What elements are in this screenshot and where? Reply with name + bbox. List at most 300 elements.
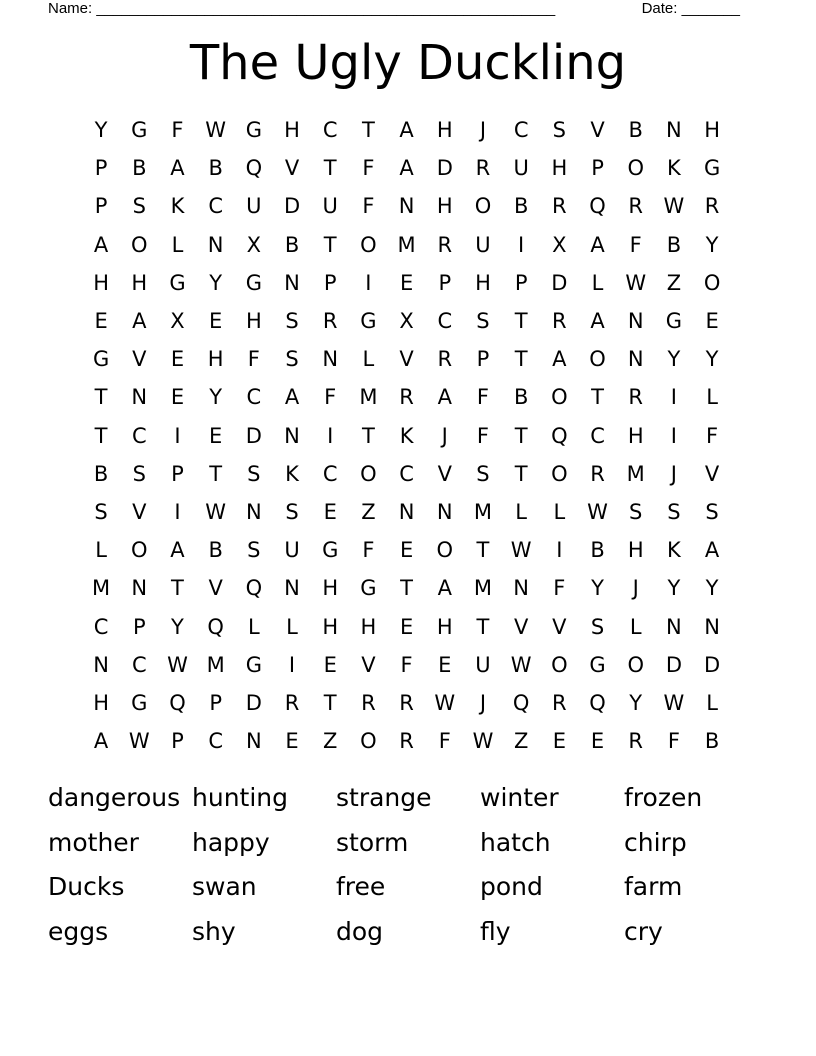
grid-letter[interactable]: T (400, 576, 413, 601)
grid-letter[interactable]: W (205, 118, 227, 143)
grid-letter[interactable]: S (285, 499, 299, 524)
grid-letter[interactable]: S (476, 461, 490, 486)
grid-letter[interactable]: C (437, 309, 453, 334)
grid-letter[interactable]: O (589, 347, 606, 372)
grid-letter[interactable]: E (209, 309, 223, 334)
grid-letter[interactable]: T (323, 156, 337, 181)
grid-letter[interactable]: T (514, 461, 528, 486)
grid-letter[interactable]: M (626, 461, 645, 486)
grid-letter[interactable]: A (552, 347, 567, 372)
grid-letter[interactable]: Q (589, 690, 606, 715)
grid-letter[interactable]: R (361, 690, 376, 715)
grid-letter[interactable]: C (208, 194, 223, 219)
grid-letter[interactable]: F (667, 729, 680, 754)
grid-letter[interactable]: S (629, 499, 643, 524)
grid-letter[interactable]: R (628, 194, 644, 219)
grid-letter[interactable]: K (667, 156, 681, 181)
grid-letter[interactable]: Y (209, 385, 223, 410)
grid-letter[interactable]: U (475, 232, 491, 257)
grid-letter[interactable]: P (591, 156, 604, 181)
grid-letter[interactable]: Z (361, 499, 376, 524)
grid-letter[interactable]: B (666, 232, 682, 257)
grid-letter[interactable]: Q (551, 423, 568, 448)
grid-letter[interactable]: F (476, 423, 490, 448)
grid-letter[interactable]: Y (94, 118, 108, 143)
grid-letter[interactable]: W (472, 729, 494, 754)
grid-letter[interactable]: L (706, 385, 718, 410)
grid-letter[interactable]: Q (245, 576, 263, 601)
grid-letter[interactable]: I (365, 270, 372, 295)
grid-letter[interactable]: O (474, 194, 492, 219)
grid-letter[interactable]: C (131, 423, 147, 448)
grid-letter[interactable]: P (438, 270, 452, 295)
grid-letter[interactable]: H (93, 690, 109, 715)
grid-letter[interactable]: O (360, 729, 377, 754)
grid-letter[interactable]: N (436, 499, 453, 524)
grid-letter[interactable]: B (590, 538, 605, 563)
grid-letter[interactable]: N (666, 614, 682, 639)
grid-letter[interactable]: U (284, 538, 300, 563)
grid-letter[interactable]: A (170, 156, 185, 181)
grid-letter[interactable]: W (205, 499, 227, 524)
grid-letter[interactable]: D (665, 652, 682, 677)
grid-letter[interactable]: W (663, 690, 685, 715)
grid-letter[interactable]: Y (667, 347, 681, 372)
grid-letter[interactable]: B (93, 461, 109, 486)
grid-letter[interactable]: D (551, 270, 568, 295)
grid-letter[interactable]: K (285, 461, 299, 486)
grid-letter[interactable]: R (704, 194, 720, 219)
grid-letter[interactable]: D (436, 156, 453, 181)
grid-letter[interactable]: X (552, 232, 567, 257)
grid-letter[interactable]: I (174, 499, 181, 524)
grid-letter[interactable]: T (476, 614, 490, 639)
grid-letter[interactable]: I (288, 652, 296, 677)
grid-letter[interactable]: B (284, 232, 300, 257)
grid-letter[interactable]: G (245, 652, 262, 677)
grid-letter[interactable]: O (627, 652, 644, 677)
grid-letter[interactable]: D (245, 690, 262, 715)
grid-letter[interactable]: I (518, 232, 525, 257)
grid-letter[interactable]: E (170, 385, 185, 410)
grid-letter[interactable]: Z (666, 270, 682, 295)
grid-letter[interactable]: V (399, 347, 414, 372)
grid-letter[interactable]: O (360, 232, 377, 257)
grid-letter[interactable]: A (437, 385, 452, 410)
grid-letter[interactable]: M (359, 385, 378, 410)
grid-letter[interactable]: Q (245, 156, 263, 181)
grid-letter[interactable]: G (131, 690, 148, 715)
grid-letter[interactable]: J (441, 423, 448, 448)
grid-letter[interactable]: L (171, 232, 184, 257)
grid-letter[interactable]: W (510, 538, 532, 563)
grid-letter[interactable]: E (170, 347, 185, 372)
grid-letter[interactable]: H (360, 614, 377, 639)
grid-letter[interactable]: E (399, 270, 414, 295)
grid-letter[interactable]: F (362, 194, 375, 219)
grid-letter[interactable]: F (706, 423, 719, 448)
grid-letter[interactable]: N (245, 729, 262, 754)
grid-letter[interactable]: W (434, 690, 456, 715)
grid-letter[interactable]: J (632, 576, 639, 601)
grid-letter[interactable]: O (436, 538, 454, 563)
grid-letter[interactable]: W (128, 729, 150, 754)
grid-letter[interactable]: K (399, 423, 414, 448)
grid-letter[interactable]: O (551, 461, 568, 486)
grid-letter[interactable]: H (322, 576, 339, 601)
grid-letter[interactable]: S (285, 347, 299, 372)
grid-letter[interactable]: S (132, 194, 146, 219)
grid-letter[interactable]: O (131, 538, 148, 563)
grid-letter[interactable]: H (627, 538, 644, 563)
grid-letter[interactable]: V (437, 461, 452, 486)
grid-letter[interactable]: X (399, 309, 414, 334)
grid-letter[interactable]: W (167, 652, 188, 677)
grid-letter[interactable]: Y (209, 270, 223, 295)
grid-letter[interactable]: D (283, 194, 301, 219)
grid-letter[interactable]: M (473, 499, 493, 524)
grid-letter[interactable]: B (513, 385, 529, 410)
grid-letter[interactable]: E (399, 538, 414, 563)
grid-letter[interactable]: R (475, 156, 491, 181)
grid-letter[interactable]: G (360, 309, 377, 334)
word-list-item: Ducks (48, 872, 125, 902)
grid-letter[interactable]: T (209, 461, 223, 486)
grid-letter[interactable]: E (323, 652, 337, 677)
grid-letter[interactable]: B (704, 729, 720, 754)
grid-letter[interactable]: G (169, 270, 186, 295)
grid-letter[interactable]: D (245, 423, 262, 448)
grid-letter[interactable]: Y (171, 614, 184, 639)
grid-letter[interactable]: C (322, 461, 338, 486)
grid-letter[interactable]: R (399, 729, 414, 754)
grid-letter[interactable]: Q (207, 614, 224, 639)
grid-letter[interactable]: H (207, 347, 224, 372)
grid-letter[interactable]: E (285, 729, 299, 754)
grid-letter[interactable]: T (361, 118, 375, 143)
grid-letter[interactable]: N (131, 385, 148, 410)
grid-letter[interactable]: G (589, 652, 606, 677)
grid-letter[interactable]: M (473, 576, 493, 601)
grid-letter[interactable]: T (323, 232, 337, 257)
grid-letter[interactable]: U (513, 156, 529, 181)
grid-letter[interactable]: C (399, 461, 414, 486)
grid-letter[interactable]: R (552, 194, 567, 219)
grid-letter[interactable]: S (667, 499, 681, 524)
grid-letter[interactable]: Z (513, 729, 529, 754)
grid-letter[interactable]: S (476, 309, 490, 334)
grid-letter[interactable]: S (285, 309, 299, 334)
grid-letter[interactable]: L (629, 614, 642, 639)
grid-letter[interactable]: A (590, 232, 605, 257)
grid-letter[interactable]: V (361, 652, 376, 677)
grid-letter[interactable]: V (208, 576, 223, 601)
grid-letter[interactable]: E (438, 652, 452, 677)
grid-letter[interactable]: X (246, 232, 262, 257)
grid-letter[interactable]: I (670, 385, 677, 410)
grid-letter[interactable]: D (704, 652, 721, 677)
grid-letter[interactable]: S (132, 461, 146, 486)
grid-letter[interactable]: H (93, 270, 109, 295)
letter-grid (82, 111, 731, 760)
grid-letter[interactable]: O (551, 385, 568, 410)
grid-letter[interactable]: N (627, 347, 644, 372)
grid-letter[interactable]: S (94, 499, 108, 524)
grid-letter[interactable]: G (131, 118, 148, 143)
grid-letter[interactable]: N (245, 499, 262, 524)
grid-letter[interactable]: E (590, 729, 605, 754)
grid-letter[interactable]: H (475, 270, 491, 295)
grid-letter[interactable]: G (92, 347, 110, 372)
grid-letter[interactable]: P (514, 270, 528, 295)
grid-letter[interactable]: L (247, 614, 260, 639)
grid-letter[interactable]: E (399, 614, 414, 639)
grid-letter[interactable]: A (93, 729, 109, 754)
grid-letter[interactable]: V (552, 614, 567, 639)
grid-letter[interactable]: G (245, 270, 262, 295)
grid-letter[interactable]: C (131, 652, 147, 677)
grid-letter[interactable]: F (629, 232, 642, 257)
grid-letter[interactable]: T (323, 690, 337, 715)
grid-letter[interactable]: T (514, 347, 528, 372)
grid-letter[interactable]: Q (512, 690, 530, 715)
grid-letter[interactable]: W (587, 499, 608, 524)
grid-letter[interactable]: V (132, 347, 147, 372)
grid-letter[interactable]: R (437, 347, 453, 372)
grid-letter[interactable]: Y (705, 576, 719, 601)
grid-letter[interactable]: N (284, 423, 300, 448)
grid-letter[interactable]: N (284, 576, 300, 601)
grid-letter[interactable]: U (322, 194, 338, 219)
grid-letter[interactable]: A (170, 538, 185, 563)
grid-letter[interactable]: A (93, 232, 109, 257)
grid-letter[interactable]: R (399, 690, 414, 715)
grid-letter[interactable]: W (663, 194, 685, 219)
grid-letter[interactable]: O (703, 270, 721, 295)
grid-letter[interactable]: A (399, 156, 414, 181)
grid-letter[interactable]: B (628, 118, 643, 143)
grid-letter[interactable]: A (704, 538, 720, 563)
grid-letter[interactable]: L (95, 538, 107, 563)
grid-letter[interactable]: E (323, 499, 337, 524)
grid-letter[interactable]: F (362, 156, 375, 181)
word-list-item: strange (336, 783, 432, 812)
grid-letter[interactable]: V (284, 156, 300, 181)
grid-letter[interactable]: H (284, 118, 300, 143)
grid-letter[interactable]: H (131, 270, 148, 295)
grid-letter[interactable]: C (513, 118, 529, 143)
grid-letter[interactable]: U (475, 652, 491, 677)
grid-letter[interactable]: H (436, 614, 453, 639)
grid-letter[interactable]: W (625, 270, 647, 295)
grid-letter[interactable]: R (284, 690, 300, 715)
word-list-item: eggs (48, 917, 109, 947)
grid-letter[interactable]: G (703, 156, 721, 181)
grid-letter[interactable]: N (398, 194, 415, 219)
grid-letter[interactable]: P (94, 156, 108, 181)
grid-letter[interactable]: H (245, 309, 262, 334)
grid-letter[interactable]: M (397, 232, 416, 257)
grid-letter[interactable]: A (284, 385, 300, 410)
grid-letter[interactable]: H (322, 614, 339, 639)
grid-letter[interactable]: R (322, 309, 338, 334)
grid-letter[interactable]: V (132, 499, 147, 524)
grid-letter[interactable]: S (705, 499, 719, 524)
date-field[interactable]: Date: _______ (641, 0, 740, 17)
grid-letter[interactable]: F (553, 576, 566, 601)
grid-letter[interactable]: Y (591, 576, 604, 601)
word-list-item: fly (480, 917, 511, 947)
word-list-item: winter (480, 783, 559, 812)
grid-letter[interactable]: S (552, 118, 567, 143)
grid-letter[interactable]: P (171, 461, 184, 486)
grid-letter[interactable]: G (245, 118, 262, 143)
grid-letter[interactable]: F (476, 385, 490, 410)
grid-letter[interactable]: N (398, 499, 415, 524)
grid-letter[interactable]: B (132, 156, 147, 181)
grid-letter[interactable]: T (514, 309, 528, 334)
grid-letter[interactable]: Y (705, 347, 719, 372)
grid-letter[interactable]: L (362, 347, 375, 372)
grid-letter[interactable]: T (94, 385, 108, 410)
grid-letter[interactable]: F (171, 118, 184, 143)
grid-letter[interactable]: N (207, 232, 224, 257)
grid-letter[interactable]: R (552, 690, 567, 715)
grid-letter[interactable]: L (591, 270, 604, 295)
grid-letter[interactable]: L (553, 499, 566, 524)
grid-letter[interactable]: R (590, 461, 605, 486)
grid-letter[interactable]: F (400, 652, 413, 677)
grid-letter[interactable]: T (94, 423, 108, 448)
word-list-item: swan (192, 872, 257, 902)
grid-letter[interactable]: L (706, 690, 718, 715)
grid-letter[interactable]: G (322, 538, 339, 563)
grid-letter[interactable]: I (556, 538, 563, 563)
grid-letter[interactable]: J (479, 118, 487, 143)
grid-letter[interactable]: N (322, 347, 339, 372)
header-line (48, 0, 740, 18)
grid-letter[interactable]: Y (705, 232, 719, 257)
grid-letter[interactable]: B (513, 194, 529, 219)
grid-letter[interactable]: M (92, 576, 111, 601)
grid-letter[interactable]: H (436, 118, 453, 143)
grid-letter[interactable]: A (590, 309, 605, 334)
grid-letter[interactable]: C (93, 614, 109, 639)
grid-letter[interactable]: E (552, 729, 566, 754)
grid-letter[interactable]: N (131, 576, 148, 601)
grid-letter[interactable]: G (665, 309, 683, 334)
grid-letter[interactable]: B (208, 538, 223, 563)
grid-letter[interactable]: T (361, 423, 375, 448)
grid-letter[interactable]: E (94, 309, 108, 334)
grid-letter[interactable]: S (590, 614, 605, 639)
grid-letter[interactable]: A (399, 118, 414, 143)
grid-letter[interactable]: R (399, 385, 414, 410)
word-list-item: happy (192, 827, 270, 857)
grid-letter[interactable]: R (552, 309, 567, 334)
grid-letter[interactable]: C (208, 729, 223, 754)
grid-letter[interactable]: H (704, 118, 720, 143)
grid-letter[interactable]: R (628, 729, 644, 754)
grid-letter[interactable]: R (628, 385, 644, 410)
grid-letter[interactable]: G (360, 576, 377, 601)
grid-letter[interactable]: A (437, 576, 452, 601)
grid-letter[interactable]: S (247, 538, 261, 563)
grid-letter[interactable]: S (247, 461, 261, 486)
grid-letter[interactable]: N (704, 614, 720, 639)
grid-letter[interactable]: H (551, 156, 568, 181)
grid-letter[interactable]: T (171, 576, 184, 601)
grid-letter[interactable]: Z (323, 729, 338, 754)
grid-letter[interactable]: H (627, 423, 644, 448)
grid-letter[interactable]: V (590, 118, 605, 143)
grid-letter[interactable]: X (170, 309, 185, 334)
grid-letter[interactable]: R (437, 232, 453, 257)
grid-letter[interactable]: V (513, 614, 529, 639)
grid-letter[interactable]: E (209, 423, 223, 448)
grid-letter[interactable]: A (132, 309, 147, 334)
grid-letter[interactable]: F (438, 729, 451, 754)
grid-letter[interactable]: J (670, 461, 677, 486)
grid-letter[interactable]: F (362, 538, 375, 563)
grid-letter[interactable]: V (704, 461, 720, 486)
grid-letter[interactable]: O (131, 232, 148, 257)
grid-letter[interactable]: O (627, 156, 644, 181)
grid-letter[interactable]: I (670, 423, 677, 448)
grid-letter[interactable]: K (667, 538, 681, 563)
grid-letter[interactable]: N (627, 309, 644, 334)
grid-letter[interactable]: C (590, 423, 605, 448)
grid-letter[interactable]: P (171, 729, 184, 754)
grid-letter[interactable]: N (284, 270, 300, 295)
grid-letter[interactable]: O (360, 461, 377, 486)
grid-letter[interactable]: J (479, 690, 487, 715)
grid-letter[interactable]: P (209, 690, 222, 715)
grid-letter[interactable]: N (93, 652, 109, 677)
grid-letter[interactable]: F (247, 347, 260, 372)
grid-letter[interactable]: O (551, 652, 568, 677)
grid-letter[interactable]: B (208, 156, 223, 181)
grid-letter[interactable]: U (246, 194, 262, 219)
grid-letter[interactable]: N (666, 118, 682, 143)
grid-letter[interactable]: C (246, 385, 262, 410)
grid-letter[interactable]: P (476, 347, 490, 372)
grid-letter[interactable]: P (132, 614, 146, 639)
grid-letter[interactable]: Y (629, 690, 643, 715)
grid-letter[interactable]: T (514, 423, 528, 448)
grid-letter[interactable]: W (510, 652, 532, 677)
grid-letter[interactable]: E (705, 309, 719, 334)
grid-letter[interactable]: Q (589, 194, 606, 219)
grid-letter[interactable]: P (323, 270, 337, 295)
grid-letter[interactable]: Y (667, 576, 681, 601)
grid-letter[interactable]: I (327, 423, 334, 448)
grid-letter[interactable]: I (174, 423, 181, 448)
grid-letter[interactable]: F (324, 385, 337, 410)
grid-letter[interactable]: L (515, 499, 527, 524)
grid-letter[interactable]: T (476, 538, 490, 563)
name-field[interactable]: Name: _______________________________________________________ (48, 0, 556, 17)
grid-letter[interactable]: K (170, 194, 185, 219)
grid-letter[interactable]: P (94, 194, 108, 219)
grid-letter[interactable]: N (513, 576, 530, 601)
grid-letter[interactable]: H (436, 194, 453, 219)
grid-letter[interactable]: L (286, 614, 298, 639)
grid-letter[interactable]: T (591, 385, 604, 410)
grid-letter[interactable]: C (322, 118, 338, 143)
grid-letter[interactable]: M (206, 652, 225, 677)
grid-letter[interactable]: Q (169, 690, 186, 715)
